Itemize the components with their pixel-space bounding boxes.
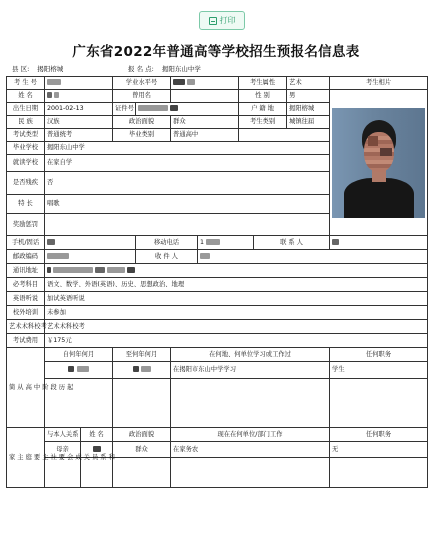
phone-label: 手机/固话	[7, 236, 45, 250]
attribute-value: 艺术	[287, 77, 330, 90]
gender-value: 男	[287, 90, 330, 103]
family-row-political: 群众	[113, 442, 171, 458]
form-title: 广东省2022年普通高等学校招生预报名信息表	[72, 44, 360, 60]
grad-school-value: 揭阳东山中学	[45, 142, 330, 155]
history-to-header: 至何年何月	[113, 348, 171, 362]
history-place-header: 在何地、何单位学习或工作过	[171, 348, 330, 362]
site-label: 报 名 点:	[128, 65, 154, 73]
recipient-label: 收 件 人	[136, 250, 198, 264]
study-school-value: 在家自学	[45, 155, 330, 172]
category-value: 城镇往届	[287, 116, 330, 129]
gender-label: 性 别	[239, 90, 287, 103]
required-label: 必考科目	[7, 278, 45, 292]
resident-value: 否	[45, 172, 330, 195]
required-value: 语文、数学、外语(英语)、历史、思想政治、地理	[45, 278, 428, 292]
history-row-to	[113, 379, 171, 428]
political-value: 群众	[171, 116, 239, 129]
academic-no-label: 学业水平号	[113, 77, 171, 90]
former-name-label: 曾用名	[113, 90, 171, 103]
attribute-label: 考生属性	[239, 77, 287, 90]
printer-icon	[209, 17, 217, 25]
recipient-value	[198, 250, 428, 264]
fee-label: 考试费用	[7, 334, 45, 348]
id-label: 证件号	[113, 103, 136, 116]
phone-value	[45, 236, 136, 250]
county-label: 县 区:	[12, 65, 30, 73]
photo-label: 考生相片	[330, 77, 428, 90]
birth-value: 2001-02-13	[45, 103, 113, 116]
exam-no-value	[45, 77, 113, 90]
mobile-partial: 1	[200, 238, 205, 246]
academic-no-value	[171, 77, 239, 90]
campus-label: 校外培训	[7, 306, 45, 320]
family-role-header: 任何职务	[330, 428, 428, 442]
history-row-to	[113, 362, 171, 379]
exam-type-value: 普通统考	[45, 129, 113, 142]
county-meta	[12, 64, 63, 73]
name-label: 姓 名	[7, 90, 45, 103]
history-from-header: 自何年何月	[45, 348, 113, 362]
history-row-place: 在揭阳市东山中学学习	[171, 362, 330, 379]
contact-value	[330, 236, 428, 250]
birth-label: 出生日期	[7, 103, 45, 116]
history-section-label: 简 从 高 中 阶 段 历 起	[7, 348, 45, 428]
postcode-label: 邮政编码	[7, 250, 45, 264]
history-row-from	[45, 362, 113, 379]
mobile-value	[198, 236, 254, 250]
subject-type-value: 普通高中	[171, 129, 239, 142]
history-row-role	[330, 379, 428, 428]
county-value: 揭阳榕城	[37, 65, 64, 73]
site-value: 揭阳东山中学	[161, 65, 201, 73]
campus-value: 未参加	[45, 306, 428, 320]
history-row-place	[171, 379, 330, 428]
english-label: 英语听说	[7, 292, 45, 306]
applicant-photo	[332, 108, 425, 218]
fee-value: ￥175元	[45, 334, 428, 348]
id-value	[136, 103, 239, 116]
print-button-label: 打印	[219, 16, 236, 25]
address-label: 通讯地址	[7, 264, 45, 278]
political-label: 政治面貌	[113, 116, 171, 129]
name-value	[45, 90, 113, 103]
family-name-header: 姓 名	[81, 428, 113, 442]
ethnicity-label: 民 族	[7, 116, 45, 129]
family-political-header: 政治面貌	[113, 428, 171, 442]
mobile-label: 移动电话	[136, 236, 198, 250]
study-school-label: 就读学校	[7, 155, 45, 172]
former-name-value	[171, 90, 239, 103]
english-value: 加试英语听说	[45, 292, 428, 306]
ethnicity-value: 汉族	[45, 116, 113, 129]
hukou-value: 揭阳榕城	[287, 103, 330, 116]
grad-school-label: 毕业学校	[7, 142, 45, 155]
exam-no-label: 考 生 号	[7, 77, 45, 90]
history-role-header: 任何职务	[330, 348, 428, 362]
contact-label: 联 系 人	[254, 236, 330, 250]
family-row-work: 在家务农	[171, 442, 330, 458]
history-row-role: 学生	[330, 362, 428, 379]
category-label: 考生类别	[239, 116, 287, 129]
family-work-header: 现在在何单位/部门工作	[171, 428, 330, 442]
specialty-value: 唱歌	[45, 195, 330, 214]
art-value: 艺术术科校考	[45, 320, 428, 334]
hukou-label: 户 籍 地	[239, 103, 287, 116]
family-row-role: 无	[330, 442, 428, 458]
print-button[interactable]	[199, 11, 245, 30]
art-label: 艺术术科校考	[7, 320, 45, 334]
specialty-label: 特 长	[7, 195, 45, 214]
subject-type-label: 毕业类别	[113, 129, 171, 142]
site-meta	[128, 64, 201, 73]
awards-label: 奖励惩罚	[7, 214, 45, 236]
address-value	[45, 264, 428, 278]
family-row-relation: 母亲	[45, 442, 81, 458]
photo-cell	[330, 90, 428, 236]
postcode-value	[45, 250, 136, 264]
registration-table	[6, 76, 428, 488]
exam-type-label: 考试类型	[7, 129, 45, 142]
family-section-label: 家 主 庭 要 主 社 要 会 成 关 员 系 和	[7, 428, 45, 488]
resident-label: 是否残疾	[7, 172, 45, 195]
family-relation-header: 与本人关系	[45, 428, 81, 442]
